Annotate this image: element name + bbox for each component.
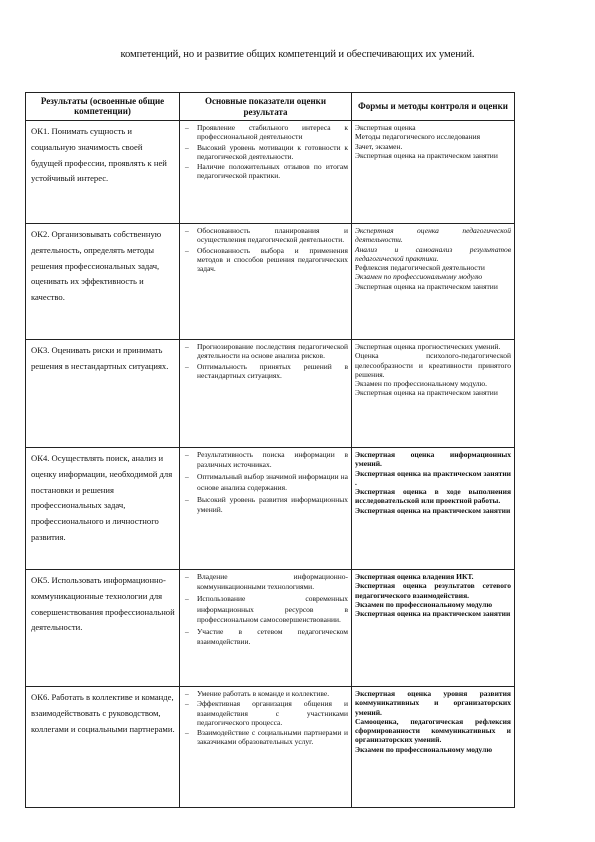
- method-item: Экспертная оценка на практическом занятии .: [355, 468, 511, 487]
- method-item: Экспертная оценка: [355, 123, 416, 132]
- method-item: Экспертная оценка результатов сетевого педагогического взаимодействия.: [355, 581, 511, 600]
- criteria-cell: [180, 570, 352, 687]
- criteria-cell: [180, 121, 352, 224]
- method-item: Экзамен по профессиональному модулю: [355, 599, 493, 609]
- method-item: Экспертная оценка прогностических умений.: [355, 342, 501, 351]
- competence-cell: ОК2. Организовывать собственную деятельность, определять методы решения профессиональных задач, оценивать их эффективность и качество.: [26, 224, 180, 340]
- method-item: Зачет, экзамен.: [355, 141, 403, 151]
- criteria-item: – Наличие положительных отзывов по итогам педагогической практики.: [183, 162, 348, 181]
- competence-cell: ОК5. Использовать информационно-коммуникационные технологии для совершенствования профессиональной деятельности.: [26, 570, 180, 687]
- table-row: [26, 570, 515, 687]
- assessment-table: [25, 92, 515, 808]
- method-item: Рефлексия педагогической деятельности: [355, 263, 485, 273]
- methods-cell: [352, 448, 515, 570]
- criteria-item: – Обоснованность выбора и применения методов и способов решения педагогических задач.: [183, 246, 348, 274]
- criteria-item: – Обоснованность планирования и осуществления педагогической деятельности.: [183, 226, 348, 245]
- method-item: Экспертная оценка педагогической деятельности.: [355, 226, 511, 245]
- criteria-item: – Прогнозирование последствия педагогической деятельности на основе анализа рисков.: [183, 342, 348, 361]
- methods-cell: [352, 121, 515, 224]
- table-row: [26, 448, 515, 570]
- method-item: Анализ и самоанализ результатов педагогической практики.: [355, 244, 511, 263]
- methods-cell: [352, 570, 515, 687]
- criteria-item: – Высокий уровень развития информационных умений.: [183, 495, 348, 515]
- criteria-item: – Участие в сетевом педагогическом взаимодействии.: [183, 627, 348, 647]
- table-row: [26, 687, 515, 808]
- method-item: Экспертная оценка уровня развития коммуникативных и организаторских умений.: [355, 689, 511, 717]
- methods-cell: [352, 687, 515, 808]
- method-item: Экспертная оценка на практическом занятии: [355, 281, 498, 291]
- table-row: [26, 224, 515, 340]
- intro-line: компетенций, но и развитие общих компетенций и обеспечивающих их умений.: [120, 49, 475, 60]
- method-item: Экспертная оценка на практическом занятии: [355, 388, 498, 398]
- criteria-item: – Результативность поиска информации в различных источниках.: [183, 450, 348, 470]
- method-item: Экзамен по профессиональному модулю: [355, 744, 493, 754]
- criteria-item: – Использование современных информационных ресурсов в профессиональном самосовершенствовании.: [183, 594, 348, 625]
- method-item: Экспертная оценка на практическом занятии: [355, 505, 511, 515]
- table-header-row: [26, 93, 515, 121]
- method-item: Экспертная оценка в ходе выполнения исследовательской или проектной работы.: [355, 487, 511, 506]
- competence-cell: ОК6. Работать в коллективе и команде, взаимодействовать с руководством, коллегами и социальными партнерами.: [26, 687, 180, 808]
- criteria-cell: [180, 224, 352, 340]
- criteria-item: – Оптимальный выбор значимой информации на основе анализа содержания.: [183, 472, 348, 492]
- header-results: Результаты (освоенные общие компетенции): [26, 93, 180, 121]
- methods-cell: [352, 224, 515, 340]
- criteria-cell: [180, 448, 352, 570]
- criteria-item: – Оптимальность принятых решений в нестандартных ситуациях.: [183, 362, 348, 381]
- criteria-item: – Проявление стабильного интереса к профессиональной деятельности: [183, 123, 348, 142]
- criteria-cell: [180, 687, 352, 808]
- criteria-item: – Взаимодействие с социальными партнерами и заказчиками образовательных услуг.: [183, 728, 348, 747]
- method-item: Экспертная оценка владения ИКТ.: [355, 572, 474, 581]
- header-methods: Формы и методы контроля и оценки: [352, 93, 515, 121]
- competence-cell: ОК1. Понимать сущность и социальную значимость своей будущей профессии, проявлять к ней устойчивый интерес.: [26, 121, 180, 224]
- criteria-cell: [180, 340, 352, 448]
- table-row: [26, 340, 515, 448]
- method-item: Экзамен по профессиональному модулю: [355, 272, 483, 282]
- competence-cell: ОК4. Осуществлять поиск, анализ и оценку информации, необходимой для постановки и решения профессиональных задач, профессионального и личностного развития.: [26, 448, 180, 570]
- methods-cell: [352, 340, 515, 448]
- method-item: Оценка психолого-педагогической целесообразности и креативности принятого решения.: [355, 351, 511, 379]
- criteria-item: – Умение работать в команде и коллективе.: [183, 689, 348, 698]
- table-row: [26, 121, 515, 224]
- method-item: Экспертная оценка на практическом занятии: [355, 150, 498, 160]
- criteria-item: – Высокий уровень мотивации к готовности к педагогической деятельности.: [183, 143, 348, 162]
- method-item: Методы педагогического исследования: [355, 132, 481, 142]
- method-item: Самооценка, педагогическая рефлексия сформированности коммуникативных и организаторских умений.: [355, 716, 511, 745]
- method-item: Экспертная оценка информационных умений.: [355, 450, 511, 469]
- criteria-item: – Эффективная организация общения и взаимодействия с участниками педагогического процесса.: [183, 699, 348, 727]
- header-criteria: Основные показатели оценки результата: [180, 93, 352, 121]
- method-item: Экзамен по профессиональному модулю.: [355, 379, 488, 389]
- method-item: Экспертная оценка на практическом занятии: [355, 609, 511, 619]
- competence-cell: ОК3. Оценивать риски и принимать решения в нестандартных ситуациях.: [26, 340, 180, 448]
- criteria-item: – Владение информационно-коммуникационными технологиями.: [183, 572, 348, 592]
